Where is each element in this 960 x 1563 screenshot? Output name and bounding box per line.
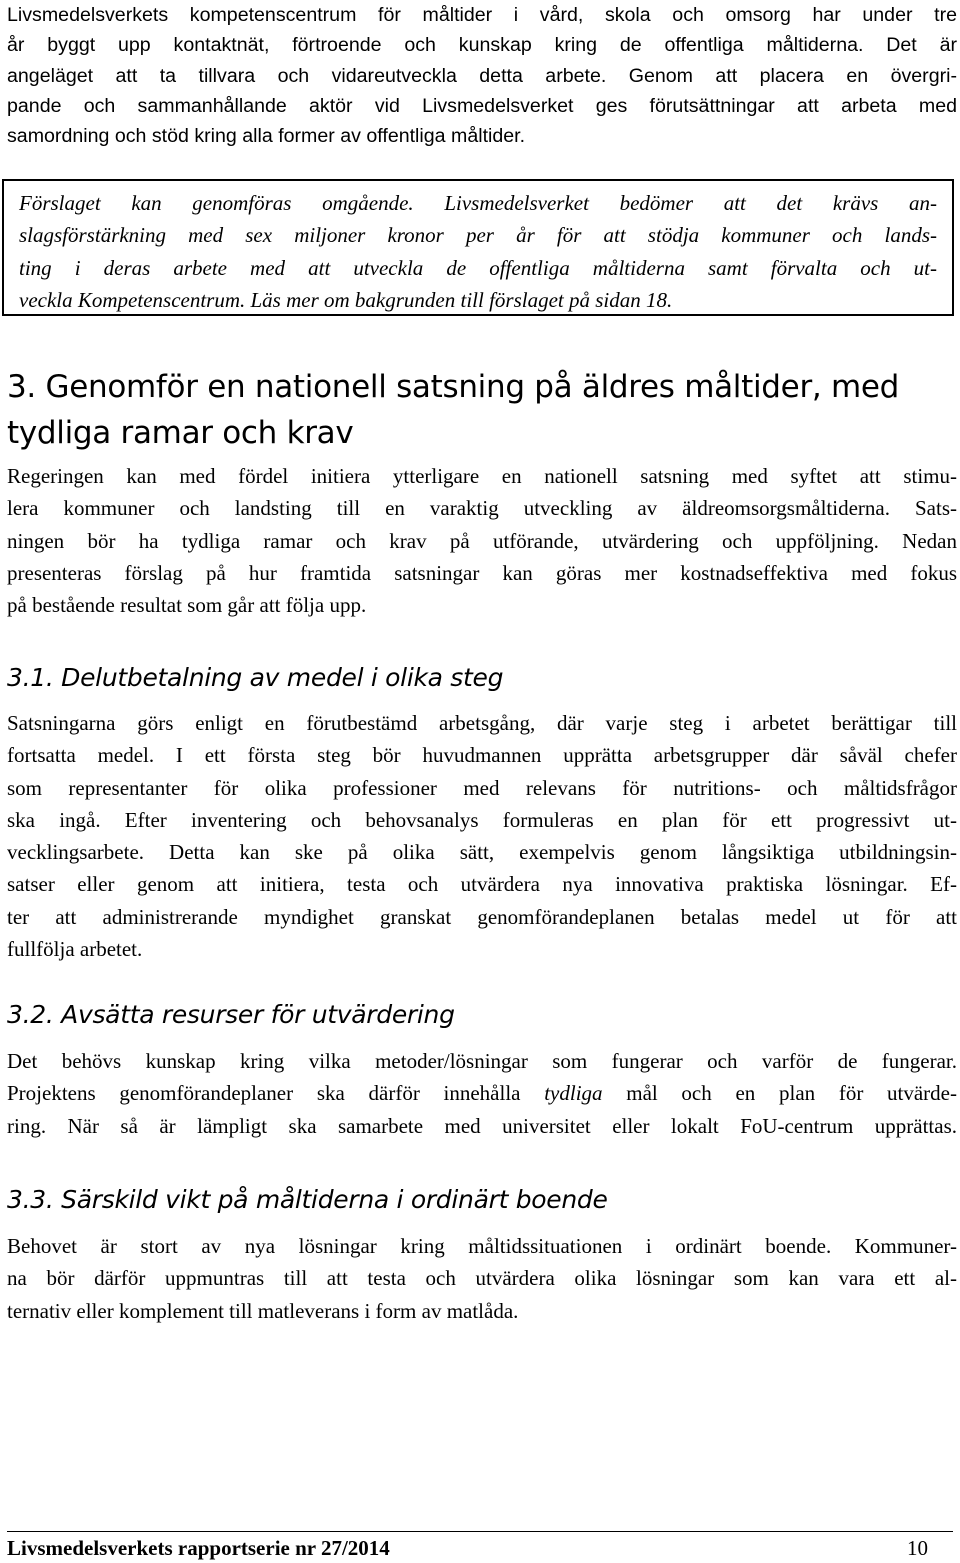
section-3-1-line: fullfölja arbetet. <box>7 937 143 962</box>
section-3-3-line: na bör därför uppmuntras till att testa och utvärdera olika lösningar som kan vara ett al- <box>7 1266 957 1291</box>
proposal-line: slagsförstärkning med sex miljoner kronor per år för att stödja kommuner och lands- <box>19 223 937 248</box>
section-3-2-line: ring. När så är lämpligt ska samarbete med universitet eller lokalt FoU-centrum upprättas. <box>7 1113 957 1138</box>
section-3-3-heading: 3.3. Särskild vikt på måltiderna i ordinärt boende <box>7 1185 608 1214</box>
section-3-1-line: satser eller genom att initiera, testa och utvärdera nya innovativa praktiska lösningar. Ef- <box>7 872 957 897</box>
section-3-line: ningen bör ha tydliga ramar och krav på utförande, utvärdering och uppföljning. Nedan <box>7 528 957 553</box>
section-3-line: lera kommuner och landsting till en varaktig utveckling av äldreomsorgsmåltiderna. Sats- <box>7 496 957 521</box>
intro-line: år byggt upp kontaktnät, förtroende och kunskap kring de offentliga måltiderna. Det är <box>7 34 957 57</box>
section-3-3-line: ternativ eller komplement till matleverans i form av matlåda. <box>7 1298 519 1323</box>
section-3-heading-line: tydliga ramar och krav <box>7 415 354 451</box>
proposal-line: Förslaget kan genomföras omgående. Livsmedelsverket bedömer att det krävs an- <box>19 191 937 215</box>
section-3-line: presenteras förslag på hur framtida satsningar kan göras mer kostnadseffektiva med fokus <box>7 560 957 585</box>
section-3-1-line: ter att administrerande myndighet granskat genomförandeplanen betalas medel ut för att <box>7 904 957 929</box>
section-3-heading-line: 3. Genomför en nationell satsning på äldres måltider, med <box>7 369 900 405</box>
intro-line: angeläget att ta tillvara och vidareutveckla detta arbete. Genom att placera en övergri- <box>7 64 957 87</box>
footer-page-number: 10 <box>907 1536 928 1560</box>
section-3-1-heading: 3.1. Delutbetalning av medel i olika steg <box>7 663 504 692</box>
section-3-1-line: ska ingå. Efter inventering och behovsanalys formuleras en plan för ett progressivt ut- <box>7 807 957 832</box>
section-3-1-line: som representanter för olika professioner med relevans för nutritions- och måltidsfrågor <box>7 775 957 800</box>
section-3-2-line <box>7 1077 957 1109</box>
section-3-2-line: Det behövs kunskap kring vilka metoder/lösningar som fungerar och varför de fungerar. <box>7 1049 957 1073</box>
intro-line: samordning och stöd kring alla former av offentliga måltider. <box>7 125 526 148</box>
section-3-1-line: Satsningarna görs enligt en förutbestämd arbetsgång, där varje steg i arbetet berättigar till <box>7 711 957 735</box>
section-3-body <box>7 460 957 621</box>
section-3-line: på bestående resultat som går att följa upp. <box>7 593 367 618</box>
section-3-1-line: vecklingsarbete. Detta kan ske på olika sätt, exempelvis genom långsiktiga utbildningsin- <box>7 840 957 865</box>
section-3-2-emphasis: tydliga <box>544 1081 603 1106</box>
section-3-2-line-text: Projektens genomförandeplaner ska därför innehålla <box>7 1081 545 1106</box>
proposal-line: veckla Kompetenscentrum. Läs mer om bakgrunden till förslaget på sidan 18. <box>19 287 673 312</box>
section-3-line: Regeringen kan med fördel initiera ytterligare en nationell satsning med syftet att stimu- <box>7 464 957 488</box>
proposal-line: ting i deras arbete med att utveckla de offentliga måltiderna samt förvalta och ut- <box>19 255 937 280</box>
section-3-2-heading: 3.2. Avsätta resurser för utvärdering <box>7 1000 455 1029</box>
footer-rule <box>7 1531 953 1532</box>
section-3-heading <box>7 364 957 456</box>
proposal-box-text <box>19 187 937 316</box>
section-3-3-body <box>7 1230 957 1327</box>
intro-paragraph <box>7 0 957 151</box>
section-3-2-body <box>7 1045 957 1142</box>
intro-line: Livsmedelsverkets kompetenscentrum för måltider i vård, skola och omsorg har under tre <box>7 4 957 26</box>
section-3-1-line: fortsatta medel. I ett första steg bör huvudmannen upprätta arbetsgrupper där såväl chefer <box>7 743 957 768</box>
section-3-1-body <box>7 707 957 965</box>
footer-series: Livsmedelsverkets rapportserie nr 27/2014 <box>7 1536 390 1560</box>
intro-line: pande och sammanhållande aktör vid Livsmedelsverket ges förutsättningar att arbeta med <box>7 94 957 117</box>
section-3-2-line-text: mål och en plan för utvärde- <box>602 1081 957 1106</box>
section-3-3-line: Behovet är stort av nya lösningar kring måltidssituationen i ordinärt boende. Kommuner- <box>7 1234 957 1258</box>
